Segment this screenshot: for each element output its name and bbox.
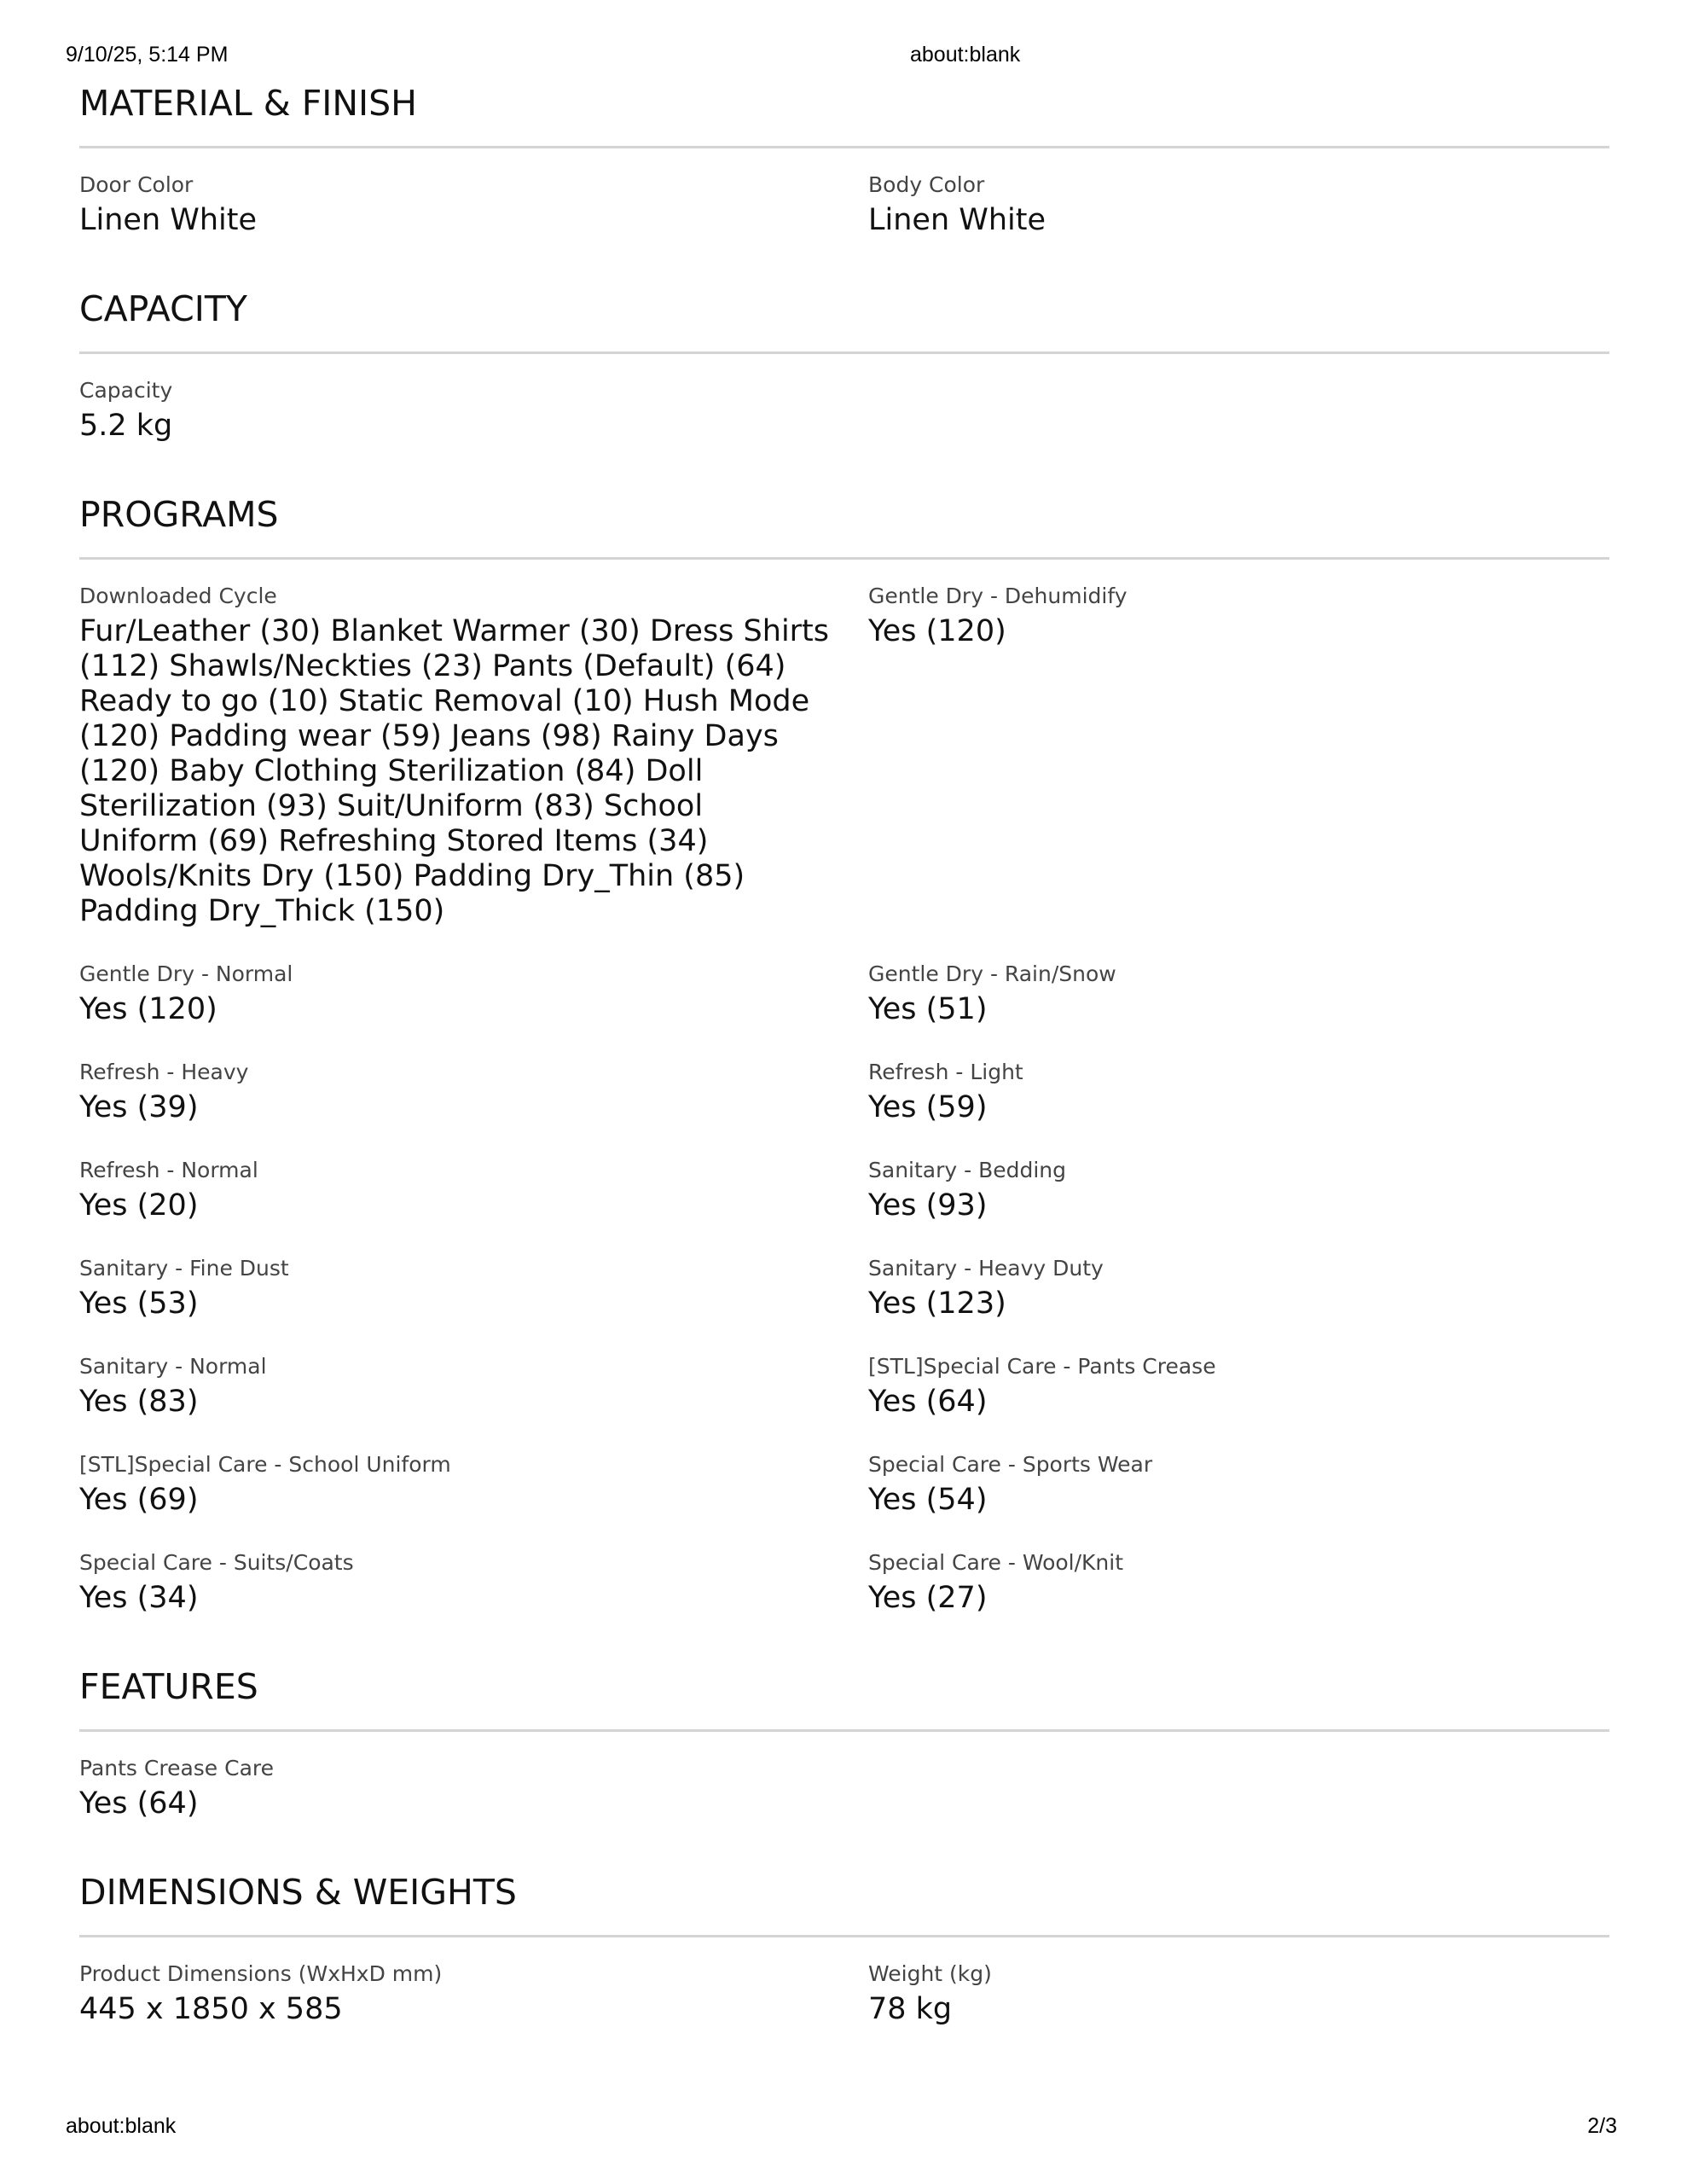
spec-value: Fur/Leather (30) Blanket Warmer (30) Dress Shirts (112) Shawls/Neckties (23) Pants (Default) (64) Ready to go (10) Static Removal (10) Hush Mode (120) Padding wear (59) Jeans (98) Rainy Days (120) Baby Clothing Sterilization (84) Doll Sterilization (93) Suit/Uniform (83) School Uniform (69) Refreshing Stored Items (34) Wools/Knits Dry (150) Padding Dry_Thin (85) Padding Dry_Thick (150) — [79, 614, 830, 928]
spec-special-care-school-uniform — [79, 1450, 868, 1518]
spec-value: Yes (64) — [79, 1786, 199, 1821]
print-date: 9/10/25, 5:14 PM — [66, 43, 229, 67]
spec-refresh-normal — [79, 1156, 868, 1223]
spec-label: Refresh - Normal — [79, 1158, 258, 1182]
spec-value: Yes (123) — [868, 1287, 1006, 1321]
spec-downloaded-cycle — [79, 582, 868, 929]
spec-row — [79, 960, 1609, 1027]
spec-label: Gentle Dry - Normal — [79, 961, 293, 986]
spec-label: Weight (kg) — [868, 1961, 992, 1986]
spec-door-color — [79, 171, 868, 238]
spec-content — [79, 75, 1609, 2070]
spec-value: Yes (27) — [868, 1581, 988, 1615]
spec-row — [79, 1352, 1609, 1420]
spec-label: Body Color — [868, 172, 985, 197]
spec-gentle-dry-dehumidify — [868, 582, 1609, 929]
spec-sanitary-bedding — [868, 1156, 1609, 1223]
spec-value: Yes (83) — [79, 1385, 199, 1419]
spec-label: Sanitary - Fine Dust — [79, 1256, 289, 1281]
spec-value: Yes (54) — [868, 1483, 988, 1517]
spec-gentle-dry-normal — [79, 960, 868, 1027]
spec-row — [79, 1450, 1609, 1518]
section-title: MATERIAL & FINISH — [79, 75, 1609, 148]
spec-label: Refresh - Heavy — [79, 1060, 249, 1084]
spec-row — [79, 1156, 1609, 1223]
spec-row — [79, 1754, 1609, 1821]
spec-value: 445 x 1850 x 585 — [79, 1992, 343, 2026]
spec-label: Special Care - Sports Wear — [868, 1452, 1153, 1477]
spec-body-color — [868, 171, 1609, 238]
spec-special-care-wool-knit — [868, 1548, 1609, 1616]
print-footer-url: about:blank — [66, 2114, 177, 2138]
spec-label: Refresh - Light — [868, 1060, 1023, 1084]
spec-row — [79, 1058, 1609, 1125]
spec-special-care-sports-wear — [868, 1450, 1609, 1518]
spec-label: Capacity — [79, 378, 173, 403]
spec-row — [79, 1960, 1609, 2027]
spec-label: [STL]Special Care - School Uniform — [79, 1452, 451, 1477]
spec-sanitary-heavy-duty — [868, 1254, 1609, 1321]
spec-label: Special Care - Wool/Knit — [868, 1550, 1124, 1575]
spec-row — [79, 1548, 1609, 1616]
spec-label: Gentle Dry - Rain/Snow — [868, 961, 1116, 986]
spec-refresh-heavy — [79, 1058, 868, 1125]
spec-gentle-dry-rain-snow — [868, 960, 1609, 1027]
spec-value: 78 kg — [868, 1992, 953, 2026]
spec-value: Yes (39) — [79, 1090, 199, 1124]
spec-value: Yes (120) — [79, 992, 217, 1026]
spec-refresh-light — [868, 1058, 1609, 1125]
spec-row — [79, 1254, 1609, 1321]
spec-sanitary-normal — [79, 1352, 868, 1420]
spec-label: Sanitary - Normal — [79, 1354, 267, 1379]
spec-sanitary-fine-dust — [79, 1254, 868, 1321]
spec-value: Yes (34) — [79, 1581, 199, 1615]
spec-label: Product Dimensions (WxHxD mm) — [79, 1961, 443, 1986]
spec-label: Gentle Dry - Dehumidify — [868, 584, 1128, 608]
spec-weight — [868, 1960, 1609, 2027]
spec-value: Yes (120) — [868, 614, 1006, 648]
section-title: PROGRAMS — [79, 486, 1609, 560]
spec-label: Pants Crease Care — [79, 1756, 275, 1780]
spec-label: Downloaded Cycle — [79, 584, 277, 608]
section-title: CAPACITY — [79, 281, 1609, 354]
section-material-finish — [79, 75, 1609, 238]
spec-value: Yes (53) — [79, 1287, 199, 1321]
spec-pants-crease-care — [79, 1754, 868, 1821]
spec-label: [STL]Special Care - Pants Crease — [868, 1354, 1216, 1379]
spec-value: Yes (64) — [868, 1385, 988, 1419]
section-capacity — [79, 281, 1609, 444]
section-title: DIMENSIONS & WEIGHTS — [79, 1864, 1609, 1937]
spec-value: Yes (51) — [868, 992, 988, 1026]
print-footer — [0, 2114, 1687, 2148]
spec-value: 5.2 kg — [79, 409, 173, 443]
section-title: FEATURES — [79, 1658, 1609, 1732]
spec-value: Yes (69) — [79, 1483, 199, 1517]
spec-value: Yes (59) — [868, 1090, 988, 1124]
spec-value: Yes (93) — [868, 1188, 988, 1223]
spec-value: Linen White — [79, 203, 258, 237]
print-url: about:blank — [910, 43, 1021, 67]
spec-special-care-pants-crease — [868, 1352, 1609, 1420]
spec-value: Yes (20) — [79, 1188, 199, 1223]
spec-row — [79, 376, 1609, 444]
spec-row — [79, 171, 1609, 238]
spec-label: Special Care - Suits/Coats — [79, 1550, 354, 1575]
spec-special-care-suits-coats — [79, 1548, 868, 1616]
spec-label: Sanitary - Bedding — [868, 1158, 1067, 1182]
spec-label: Sanitary - Heavy Duty — [868, 1256, 1104, 1281]
section-programs — [79, 486, 1609, 1616]
spec-label: Door Color — [79, 172, 194, 197]
page-number: 2/3 — [1587, 2114, 1617, 2138]
section-features — [79, 1658, 1609, 1821]
print-header — [0, 43, 1687, 77]
spec-row — [79, 582, 1609, 929]
spec-product-dimensions — [79, 1960, 868, 2027]
spec-value: Linen White — [868, 203, 1046, 237]
spec-capacity — [79, 376, 868, 444]
section-dimensions-weights — [79, 1864, 1609, 2027]
